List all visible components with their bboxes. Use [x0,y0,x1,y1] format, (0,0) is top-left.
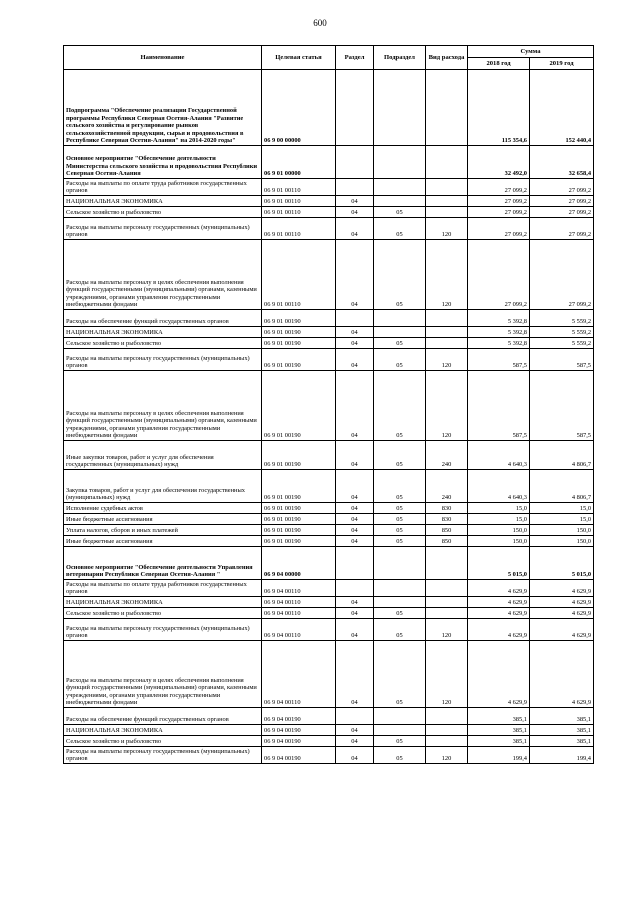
table-row [64,146,594,179]
table-cell-2018: 27 099,2 [468,218,530,240]
table-cell-name: Исполнение судебных актов [64,503,262,514]
table-cell-name: Подпрограмма "Обеспечение реализации Государственной программы Республики Северная Осетия-Алания "Развитие сельского хозяйства и регулирование рынков сельскохозяйственной продукции, сырья и продовольствия в Республике Северная Осетия-Алания" на 2014-2020 годы" [64,70,262,146]
table-cell-section [336,708,374,725]
table-cell-section: 04 [336,240,374,310]
table-row [64,179,594,196]
table-cell-expense-type: 120 [426,371,468,441]
table-cell-name: Расходы на выплаты персоналу в целях обеспечения выполнения функций государственными (муниципальными) органами, казенными учреждениями, органами управления государственными внебюджетными фондами [64,371,262,441]
table-cell-expense-type: 120 [426,619,468,641]
table-cell-name: Иные бюджетные ассигнования [64,536,262,547]
table-cell-target-article: 06 9 01 00110 [262,240,336,310]
table-body [64,70,594,764]
table-row [64,218,594,240]
table-cell-2019: 150,0 [530,525,594,536]
table-cell-2019: 5 559,2 [530,310,594,327]
table-cell-expense-type [426,338,468,349]
budget-table [63,45,594,764]
table-cell-name: Сельское хозяйство и рыболовство [64,736,262,747]
header-subsection: Подраздел [374,46,426,70]
table-cell-target-article: 06 9 01 00190 [262,514,336,525]
table-row [64,240,594,310]
table-cell-target-article: 06 9 01 00190 [262,470,336,503]
header-year-2019: 2019 год [530,58,594,70]
table-cell-name: Расходы на выплаты по оплате труда работников государственных органов [64,179,262,196]
table-cell-2019: 587,5 [530,349,594,371]
table-cell-subsection: 05 [374,619,426,641]
table-cell-name: Уплата налогов, сборов и иных платежей [64,525,262,536]
table-cell-section: 04 [336,338,374,349]
table-cell-name: НАЦИОНАЛЬНАЯ ЭКОНОМИКА [64,327,262,338]
table-cell-subsection: 05 [374,514,426,525]
table-cell-expense-type: 240 [426,441,468,470]
table-cell-2019: 587,5 [530,371,594,441]
table-cell-2018: 115 354,6 [468,70,530,146]
table-cell-target-article: 06 9 04 00190 [262,736,336,747]
table-cell-target-article: 06 9 04 00000 [262,547,336,580]
table-cell-target-article: 06 9 01 00190 [262,327,336,338]
table-cell-name: Расходы на выплаты персоналу государственных (муниципальных) органов [64,218,262,240]
table-cell-2019: 5 559,2 [530,338,594,349]
table-cell-expense-type: 850 [426,536,468,547]
table-cell-expense-type: 240 [426,470,468,503]
header-year-2018: 2018 год [468,58,530,70]
table-cell-2018: 150,0 [468,536,530,547]
table-cell-subsection: 05 [374,747,426,764]
table-cell-2018: 4 629,9 [468,619,530,641]
table-cell-name: Основное мероприятие "Обеспечение деятельности Управления ветеринарии Республики Северная Осетия-Алания " [64,547,262,580]
table-cell-name: Сельское хозяйство и рыболовство [64,207,262,218]
table-cell-target-article: 06 9 01 00190 [262,503,336,514]
table-cell-name: Сельское хозяйство и рыболовство [64,338,262,349]
table-cell-expense-type [426,725,468,736]
table-cell-2019: 15,0 [530,503,594,514]
table-cell-expense-type [426,327,468,338]
table-cell-subsection: 05 [374,371,426,441]
table-cell-2018: 4 640,3 [468,470,530,503]
table-cell-section [336,146,374,179]
table-cell-2018: 385,1 [468,708,530,725]
table-cell-2018: 5 015,0 [468,547,530,580]
table-cell-name: Основное мероприятие "Обеспечение деятельности Министерства сельского хозяйства и продовольствия Республики Северная Осетия-Алания [64,146,262,179]
table-cell-2018: 5 392,8 [468,327,530,338]
table-cell-subsection: 05 [374,349,426,371]
table-cell-expense-type [426,580,468,597]
table-cell-section: 04 [336,470,374,503]
table-cell-2019: 5 015,0 [530,547,594,580]
table-cell-target-article: 06 9 01 00190 [262,525,336,536]
table-cell-2019: 4 629,9 [530,597,594,608]
table-row [64,349,594,371]
table-cell-subsection: 05 [374,641,426,708]
table-cell-target-article: 06 9 01 00190 [262,338,336,349]
table-row [64,371,594,441]
table-cell-target-article: 06 9 01 00190 [262,371,336,441]
header-section: Раздел [336,46,374,70]
table-row [64,597,594,608]
table-cell-subsection: 05 [374,525,426,536]
table-cell-2018: 27 099,2 [468,196,530,207]
table-cell-target-article: 06 9 01 00000 [262,146,336,179]
table-cell-target-article: 06 9 04 00110 [262,597,336,608]
table-cell-2018: 15,0 [468,514,530,525]
table-cell-target-article: 06 9 04 00110 [262,641,336,708]
table-cell-2019: 150,0 [530,536,594,547]
table-cell-section: 04 [336,619,374,641]
table-cell-target-article: 06 9 01 00190 [262,441,336,470]
table-cell-section: 04 [336,597,374,608]
table-cell-expense-type: 120 [426,641,468,708]
table-cell-name: Закупка товаров, работ и услуг для обеспечения государственных (муниципальных) нужд [64,470,262,503]
table-cell-name: НАЦИОНАЛЬНАЯ ЭКОНОМИКА [64,597,262,608]
table-cell-name: Расходы на выплаты персоналу в целях обеспечения выполнения функций государственными (муниципальными) органами, казенными учреждениями, органами управления государственными внебюджетными фондами [64,641,262,708]
table-cell-expense-type [426,597,468,608]
table-cell-name: Расходы на выплаты персоналу государственных (муниципальных) органов [64,349,262,371]
table-cell-2018: 587,5 [468,349,530,371]
table-row [64,708,594,725]
table-cell-2018: 32 492,0 [468,146,530,179]
table-cell-expense-type: 120 [426,240,468,310]
table-cell-subsection [374,146,426,179]
table-cell-2018: 27 099,2 [468,179,530,196]
table-cell-subsection: 05 [374,218,426,240]
table-cell-subsection [374,597,426,608]
table-cell-target-article: 06 9 04 00190 [262,747,336,764]
table-cell-2018: 27 099,2 [468,207,530,218]
table-cell-2018: 587,5 [468,371,530,441]
table-cell-2018: 150,0 [468,525,530,536]
table-cell-name: Расходы на выплаты персоналу государственных (муниципальных) органов [64,747,262,764]
table-cell-name: Расходы на обеспечение функций государственных органов [64,708,262,725]
table-cell-subsection [374,179,426,196]
table-cell-target-article: 06 9 01 00190 [262,536,336,547]
table-cell-2019: 27 099,2 [530,207,594,218]
table-row [64,70,594,146]
table-cell-2019: 27 099,2 [530,196,594,207]
table-row [64,525,594,536]
table-cell-section [336,580,374,597]
table-cell-section: 04 [336,371,374,441]
table-cell-subsection [374,547,426,580]
table-cell-name: Сельское хозяйство и рыболовство [64,608,262,619]
table-cell-section: 04 [336,349,374,371]
table-cell-expense-type: 120 [426,747,468,764]
table-cell-subsection: 05 [374,240,426,310]
table-row [64,470,594,503]
table-cell-2018: 15,0 [468,503,530,514]
table-cell-2019: 27 099,2 [530,179,594,196]
table-cell-target-article: 06 9 04 00110 [262,580,336,597]
table-cell-expense-type: 830 [426,514,468,525]
table-cell-expense-type [426,207,468,218]
table-cell-subsection: 05 [374,536,426,547]
table-cell-2018: 199,4 [468,747,530,764]
table-cell-2019: 27 099,2 [530,240,594,310]
header-target-article: Целевая статья [262,46,336,70]
table-row [64,514,594,525]
table-cell-subsection [374,310,426,327]
table-row [64,725,594,736]
table-cell-expense-type [426,310,468,327]
table-cell-name: НАЦИОНАЛЬНАЯ ЭКОНОМИКА [64,725,262,736]
table-cell-expense-type [426,708,468,725]
table-cell-target-article: 06 9 01 00110 [262,196,336,207]
table-cell-target-article: 06 9 04 00110 [262,619,336,641]
table-row [64,547,594,580]
table-cell-subsection [374,725,426,736]
table-cell-2019: 15,0 [530,514,594,525]
table-row [64,196,594,207]
table-cell-expense-type [426,736,468,747]
table-row [64,608,594,619]
table-cell-section [336,547,374,580]
table-cell-expense-type: 830 [426,503,468,514]
table-cell-name: Расходы на выплаты по оплате труда работников государственных органов [64,580,262,597]
table-cell-section: 04 [336,525,374,536]
table-cell-2018: 5 392,8 [468,310,530,327]
header-sum: Сумма [468,46,594,58]
table-row [64,338,594,349]
table-cell-2019: 4 629,9 [530,619,594,641]
table-row [64,207,594,218]
table-cell-2019: 385,1 [530,736,594,747]
table-cell-subsection: 05 [374,503,426,514]
table-cell-expense-type: 120 [426,349,468,371]
table-cell-subsection: 05 [374,470,426,503]
table-cell-target-article: 06 9 01 00110 [262,207,336,218]
table-cell-2018: 5 392,8 [468,338,530,349]
table-cell-name: Иные бюджетные ассигнования [64,514,262,525]
table-row [64,441,594,470]
table-cell-subsection [374,708,426,725]
table-cell-target-article: 06 9 01 00190 [262,349,336,371]
table-cell-target-article: 06 9 01 00110 [262,179,336,196]
table-cell-target-article: 06 9 01 00190 [262,310,336,327]
table-row [64,619,594,641]
table-cell-2019: 4 629,9 [530,580,594,597]
table-cell-target-article: 06 9 00 00000 [262,70,336,146]
table-cell-section: 04 [336,327,374,338]
table-cell-2018: 4 640,3 [468,441,530,470]
table-cell-name: Расходы на выплаты персоналу государственных (муниципальных) органов [64,619,262,641]
table-cell-2018: 385,1 [468,736,530,747]
table-cell-subsection: 05 [374,441,426,470]
table-cell-target-article: 06 9 04 00110 [262,608,336,619]
table-cell-name: Расходы на обеспечение функций государственных органов [64,310,262,327]
table-cell-2019: 385,1 [530,708,594,725]
table-cell-2019: 4 806,7 [530,441,594,470]
table-cell-section: 04 [336,503,374,514]
table-cell-2018: 4 629,9 [468,580,530,597]
table-cell-subsection: 05 [374,338,426,349]
table-cell-section [336,70,374,146]
table-cell-2018: 385,1 [468,725,530,736]
table-cell-2019: 152 440,4 [530,70,594,146]
table-row [64,747,594,764]
table-cell-section: 04 [336,736,374,747]
table-cell-section: 04 [336,725,374,736]
table-cell-section: 04 [336,514,374,525]
table-cell-2018: 4 629,9 [468,608,530,619]
table-cell-target-article: 06 9 04 00190 [262,725,336,736]
table-cell-expense-type [426,70,468,146]
table-cell-section: 04 [336,218,374,240]
table-cell-expense-type: 850 [426,525,468,536]
table-cell-2019: 4 629,9 [530,608,594,619]
table-cell-section: 04 [336,608,374,619]
table-cell-2018: 4 629,9 [468,641,530,708]
table-cell-section: 04 [336,207,374,218]
table-cell-2019: 385,1 [530,725,594,736]
table-cell-subsection: 05 [374,207,426,218]
table-cell-2019: 5 559,2 [530,327,594,338]
table-cell-section [336,179,374,196]
page-number: 600 [313,18,327,28]
table-cell-subsection: 05 [374,608,426,619]
table-cell-2019: 4 629,9 [530,641,594,708]
table-cell-name: НАЦИОНАЛЬНАЯ ЭКОНОМИКА [64,196,262,207]
table-cell-2018: 4 629,9 [468,597,530,608]
table-row [64,310,594,327]
table-cell-name: Расходы на выплаты персоналу в целях обеспечения выполнения функций государственными (муниципальными) органами, казенными учреждениями, органами управления государственными внебюджетными фондами [64,240,262,310]
table-cell-target-article: 06 9 04 00190 [262,708,336,725]
table-row [64,641,594,708]
table-cell-subsection [374,70,426,146]
table-cell-2018: 27 099,2 [468,240,530,310]
table-cell-expense-type [426,547,468,580]
table-cell-expense-type [426,179,468,196]
table-cell-name: Иные закупки товаров, работ и услуг для обеспечения государственных (муниципальных) нужд [64,441,262,470]
table-cell-section: 04 [336,441,374,470]
header-name: Наименование [64,46,262,70]
table-cell-subsection [374,327,426,338]
table-row [64,503,594,514]
table-cell-expense-type [426,146,468,179]
table-cell-section [336,310,374,327]
table-cell-section: 04 [336,196,374,207]
table-row [64,736,594,747]
table-cell-2019: 27 099,2 [530,218,594,240]
table-row [64,536,594,547]
table-cell-section: 04 [336,641,374,708]
header-expense-type: Вид расхода [426,46,468,70]
table-cell-target-article: 06 9 01 00110 [262,218,336,240]
table-cell-2019: 32 658,4 [530,146,594,179]
table-cell-subsection [374,196,426,207]
table-cell-subsection [374,580,426,597]
table-row [64,327,594,338]
table-cell-subsection: 05 [374,736,426,747]
table-cell-2019: 4 806,7 [530,470,594,503]
table-cell-expense-type [426,608,468,619]
table-cell-section: 04 [336,536,374,547]
table-cell-expense-type: 120 [426,218,468,240]
table-cell-2019: 199,4 [530,747,594,764]
table-cell-section: 04 [336,747,374,764]
table-row [64,580,594,597]
table-cell-expense-type [426,196,468,207]
